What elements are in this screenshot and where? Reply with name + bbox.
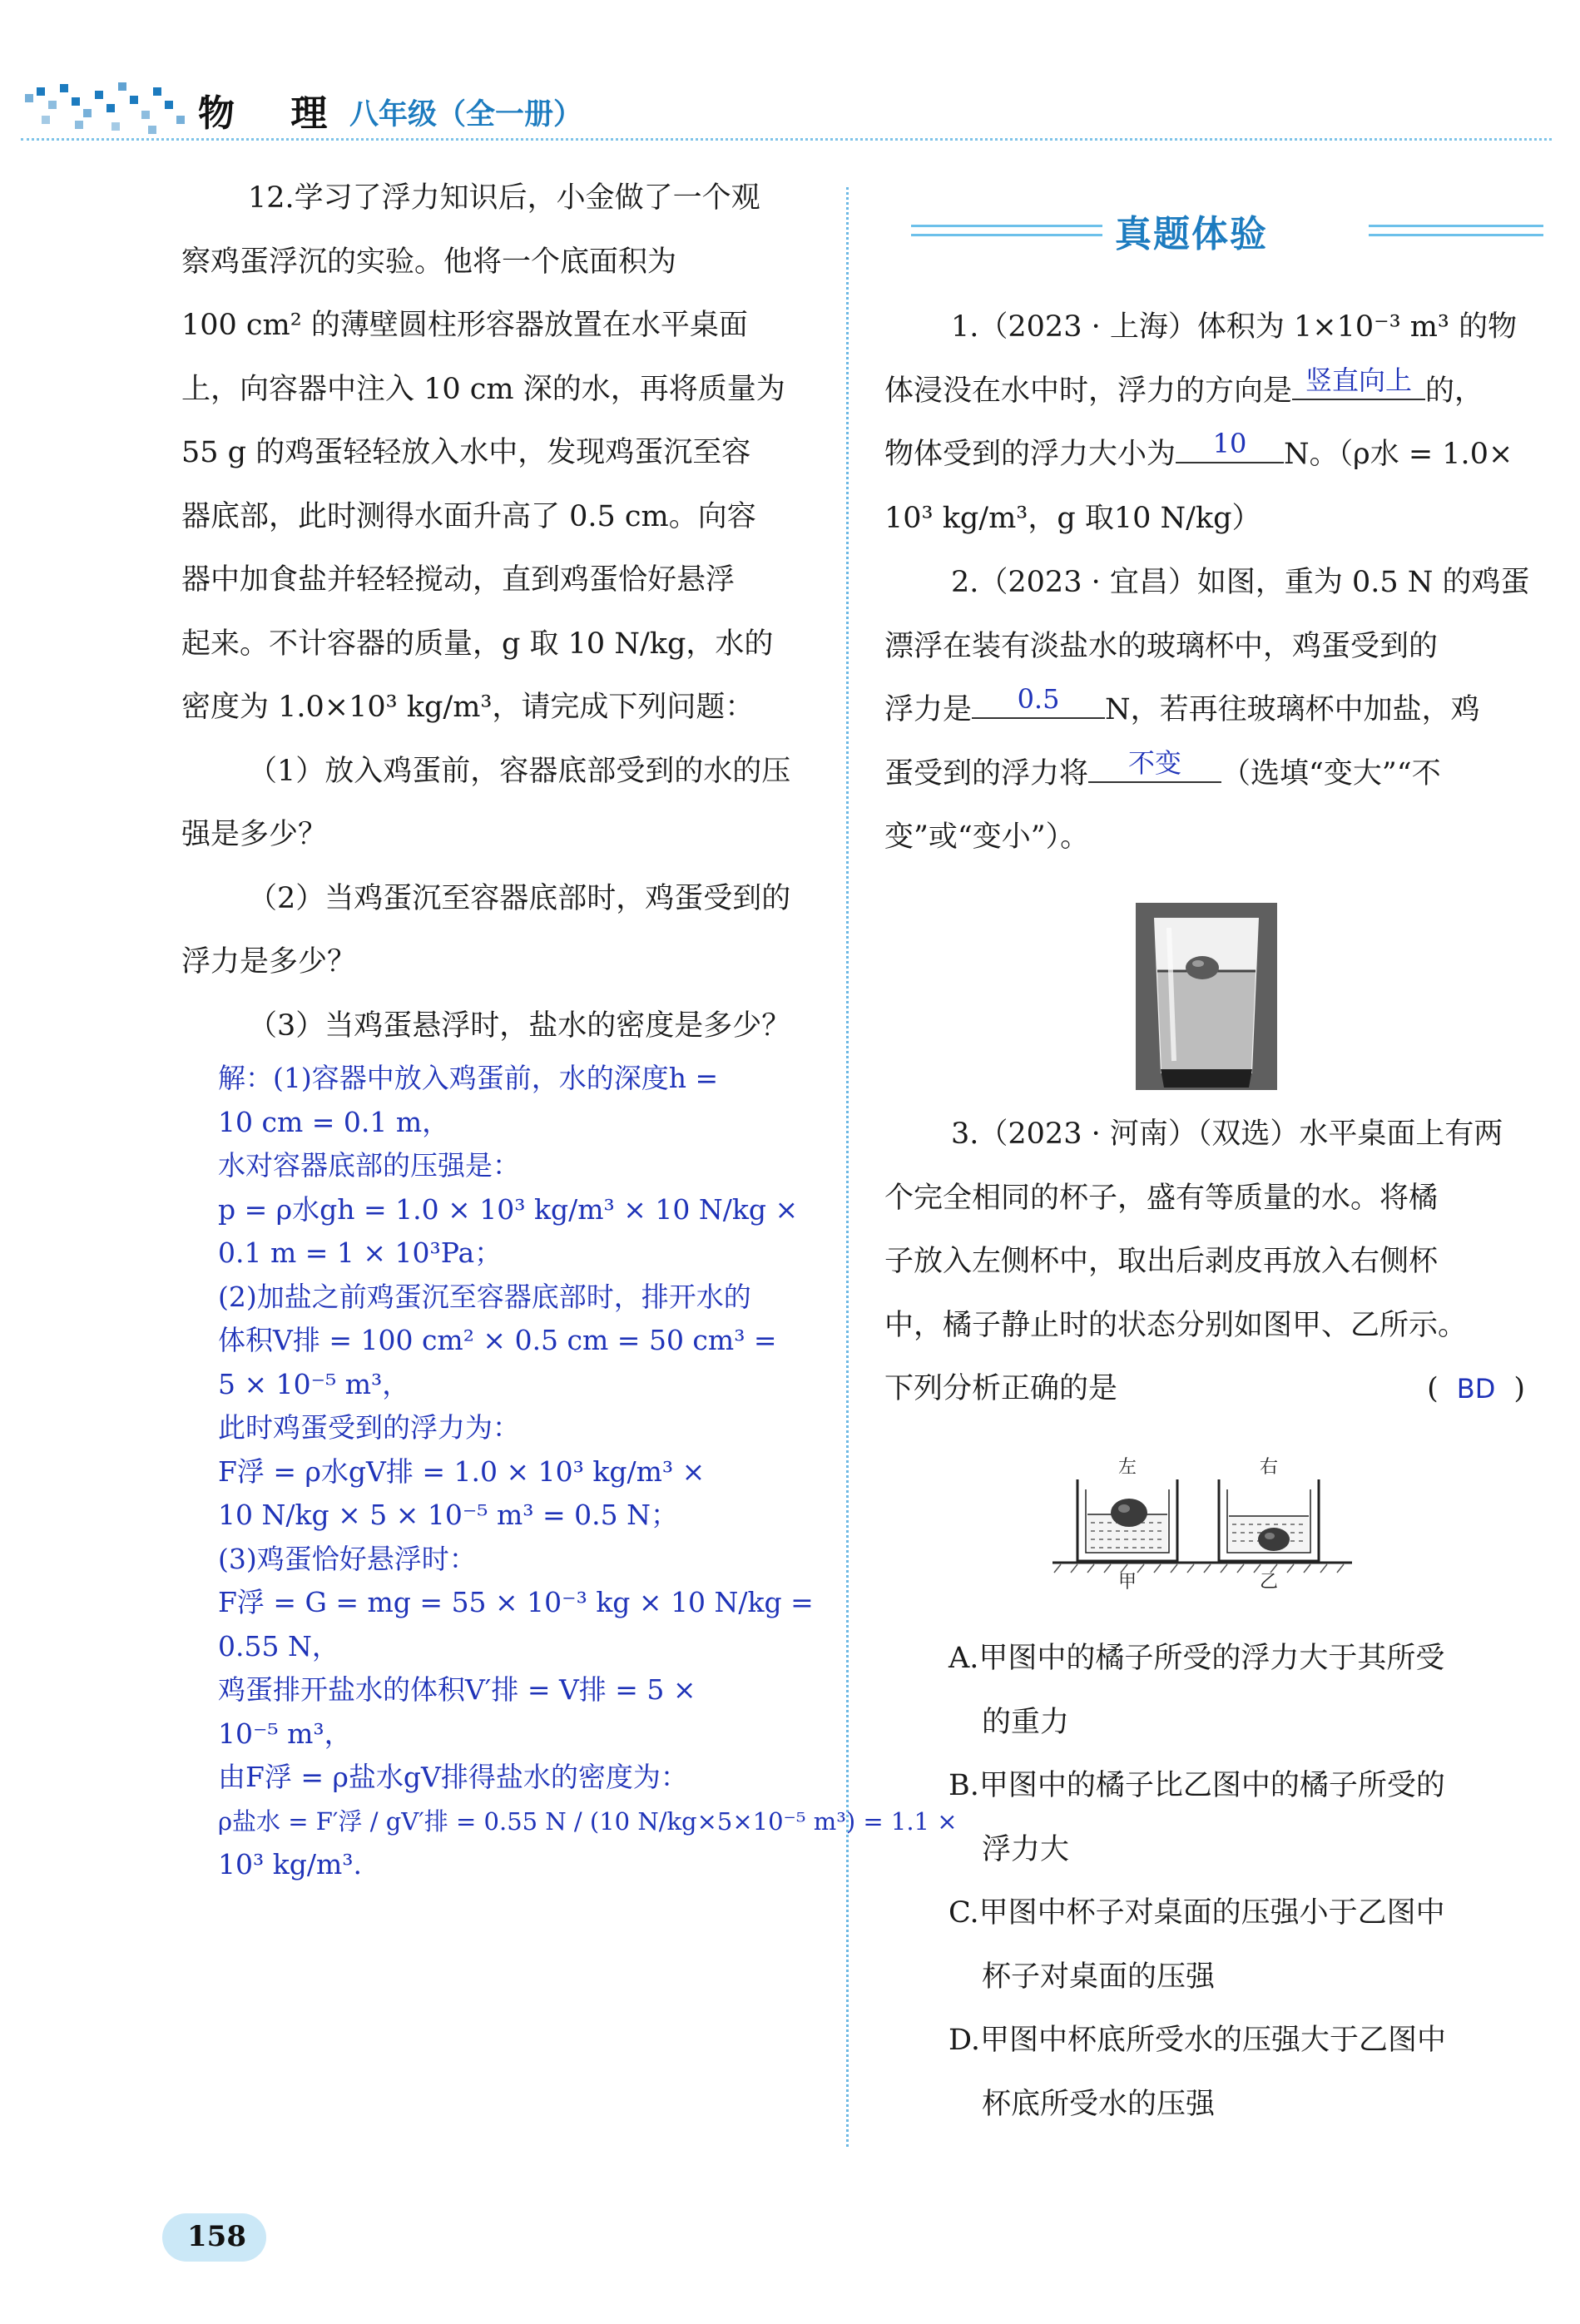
answer-line: 由F浮 = ρ盐水gV排得盐水的密度为： — [218, 1761, 688, 1793]
q2-text: （选填“变大”“不 — [1221, 756, 1441, 790]
option-a — [948, 1627, 1548, 1754]
q1-answer-direction: 竖直向上 — [1305, 364, 1413, 396]
q12-line: 上，向容器中注入 10 cm 深的水，再将质量为 — [181, 372, 785, 406]
q2-line: 变”或“变小”）。 — [884, 820, 1090, 854]
q12-sub2: 浮力是多少？ — [181, 945, 357, 979]
q1-text: 物体受到的浮力大小为 — [884, 438, 1176, 471]
answer-line: 10 cm = 0.1 m， — [218, 1105, 450, 1138]
q12-sub1: 强是多少？ — [181, 818, 328, 851]
q1-blank-force — [1176, 424, 1284, 463]
header-grade: 八年级（全一册） — [349, 98, 583, 131]
q3-text: 下列分析正确的是 — [884, 1372, 1118, 1405]
title-rule-left — [911, 225, 1102, 236]
q1-answer-force: 10 — [1212, 428, 1247, 459]
option-c-line: C.甲图中杯子对桌面的压强小于乙图中 — [948, 1896, 1445, 1930]
answer-line: 5 × 10⁻⁵ m³， — [218, 1367, 410, 1400]
q2-blank-force — [972, 679, 1105, 719]
q3-line: 个完全相同的杯子，盛有等质量的水。将橘 — [884, 1181, 1439, 1215]
answer-line: 10 N/kg × 5 × 10⁻⁵ m³ = 0.5 N； — [218, 1499, 678, 1531]
q2-line — [884, 742, 1525, 806]
answer-line: (3)鸡蛋恰好悬浮时： — [218, 1542, 477, 1575]
option-d-line: 杯底所受水的压强 — [982, 2087, 1216, 2121]
answer-line: F浮 = G = mg = 55 × 10⁻³ kg × 10 N/kg = — [218, 1586, 814, 1618]
two-cups-figure — [1053, 1456, 1352, 1589]
answer-line: 解：(1)容器中放入鸡蛋前，水的深度h = — [218, 1062, 719, 1094]
q3-answer: BD — [1456, 1373, 1496, 1405]
q3-paren-close: ) — [1513, 1372, 1525, 1405]
answer-line: 此时鸡蛋受到的浮力为： — [218, 1411, 520, 1444]
q1-text: N。（ρ水 = 1.0× — [1284, 438, 1513, 471]
q3-paren-open: ( — [1427, 1372, 1439, 1405]
option-b-line: B.甲图中的橘子比乙图中的橘子所受的 — [948, 1769, 1445, 1802]
q1-line: 10³ kg/m³，g 取10 N/kg） — [884, 501, 1261, 535]
q12-line: 察鸡蛋浮沉的实验。他将一个底面积为 — [181, 245, 677, 279]
q12-line: 起来。不计容器的质量，g 取 10 N/kg，水的 — [181, 627, 774, 661]
answer-line: (2)加盐之前鸡蛋沉至容器底部时，排开水的 — [218, 1280, 751, 1313]
option-b-line: 浮力大 — [982, 1832, 1070, 1866]
q12-line: 100 cm² 的薄壁圆柱形容器放置在水平桌面 — [181, 309, 748, 342]
figure-caption-right: 乙 — [1259, 1572, 1279, 1589]
option-a-line: A.甲图中的橘子所受的浮力大于其所受 — [948, 1642, 1445, 1675]
q3-line — [884, 1357, 1525, 1421]
answer-line: 10³ kg/m³. — [218, 1848, 362, 1881]
title-rule-right — [1369, 225, 1543, 236]
option-d-line: D.甲图中杯底所受水的压强大于乙图中 — [948, 2024, 1446, 2057]
question-2 — [884, 551, 1530, 870]
q12-line: 器底部，此时测得水面升高了 0.5 cm。向容 — [181, 499, 756, 533]
q3-line: 3.（2023 · 河南）（双选）水平桌面上有两 — [951, 1117, 1503, 1151]
answer-line: 10⁻⁵ m³， — [218, 1717, 352, 1750]
header-rule — [21, 138, 1552, 141]
figure-label-right: 右 — [1259, 1457, 1279, 1478]
answer-line: F浮 = ρ水gV排 = 1.0 × 10³ kg/m³ × — [218, 1454, 706, 1488]
q2-blank-change — [1088, 743, 1221, 783]
q2-answer-change: 不变 — [1128, 746, 1182, 779]
answer-line: ρ盐水 = F′浮 / gV′排 = 0.55 N / (10 N/kg×5×10⁻⁵ m³) = 1.1 × — [218, 1806, 958, 1836]
answer-line: 体积V排 = 100 cm² × 0.5 cm = 50 cm³ = — [218, 1324, 777, 1356]
q2-line: 2.（2023 · 宜昌）如图，重为 0.5 N 的鸡蛋 — [951, 566, 1530, 599]
option-a-line: 的重力 — [982, 1705, 1070, 1739]
q12-line: 12.学习了浮力知识后，小金做了一个观 — [248, 181, 760, 215]
figure-caption-left: 甲 — [1117, 1572, 1137, 1589]
answer-line: 鸡蛋排开盐水的体积V′排 = V排 = 5 × — [218, 1673, 696, 1706]
q1-text: 的， — [1425, 374, 1484, 408]
question-1 — [884, 295, 1525, 550]
q12-line: 55 g 的鸡蛋轻轻放入水中，发现鸡蛋沉至容 — [181, 436, 751, 469]
column-divider — [846, 187, 849, 2147]
section-title-text: 真题体验 — [1115, 213, 1268, 255]
header-subject: 物 理 — [198, 92, 349, 135]
option-d — [948, 2009, 1548, 2136]
q2-line: 漂浮在装有淡盐水的玻璃杯中，鸡蛋受到的 — [884, 629, 1439, 663]
header-pixel-decoration — [25, 79, 191, 141]
question-12 — [181, 166, 814, 1058]
section-title — [911, 200, 1543, 258]
answer-line: 水对容器底部的压强是： — [218, 1149, 520, 1182]
q12-sub3: （3）当鸡蛋悬浮时，盐水的密度是多少？ — [248, 1008, 791, 1043]
q1-blank-direction — [1292, 360, 1425, 400]
option-c-line: 杯子对桌面的压强 — [982, 1960, 1216, 1994]
question-3 — [884, 1103, 1525, 1421]
egg-glass-photo — [1136, 903, 1277, 1090]
q12-line: 密度为 1.0×10³ kg/m³，请完成下列问题： — [181, 691, 755, 724]
q2-answer-force: 0.5 — [1017, 683, 1060, 715]
q2-text: 蛋受到的浮力将 — [884, 756, 1089, 790]
q1-line: 1.（2023 · 上海）体积为 1×10⁻³ m³ 的物 — [951, 310, 1518, 344]
q3-line: 中，橘子静止时的状态分别如图甲、乙所示。 — [884, 1308, 1468, 1342]
q3-answer-bracket — [1427, 1357, 1525, 1421]
q12-sub1: （1）放入鸡蛋前，容器底部受到的水的压 — [248, 754, 791, 788]
answer-line: p = ρ水gh = 1.0 × 10³ kg/m³ × 10 N/kg × — [218, 1192, 799, 1226]
answer-line: 0.55 N， — [218, 1629, 339, 1662]
answer-line: 0.1 m = 1 × 10³Pa； — [218, 1236, 503, 1269]
q1-line — [884, 423, 1525, 487]
q3-line: 子放入左侧杯中，取出后剥皮再放入右侧杯 — [884, 1245, 1439, 1278]
q12-sub2: （2）当鸡蛋沉至容器底部时，鸡蛋受到的 — [248, 881, 791, 915]
figure-label-left: 左 — [1117, 1457, 1137, 1478]
q12-answer — [218, 1057, 958, 1887]
q2-text: 浮力是 — [884, 693, 973, 726]
page-number: 158 — [187, 2220, 246, 2253]
option-b — [948, 1754, 1548, 1881]
option-c — [948, 1881, 1548, 2009]
q12-line: 器中加食盐并轻轻搅动，直到鸡蛋恰好悬浮 — [181, 563, 736, 597]
q1-text: 体浸没在水中时，浮力的方向是 — [884, 374, 1293, 408]
q2-text: N，若再往玻璃杯中加盐，鸡 — [1105, 693, 1480, 726]
